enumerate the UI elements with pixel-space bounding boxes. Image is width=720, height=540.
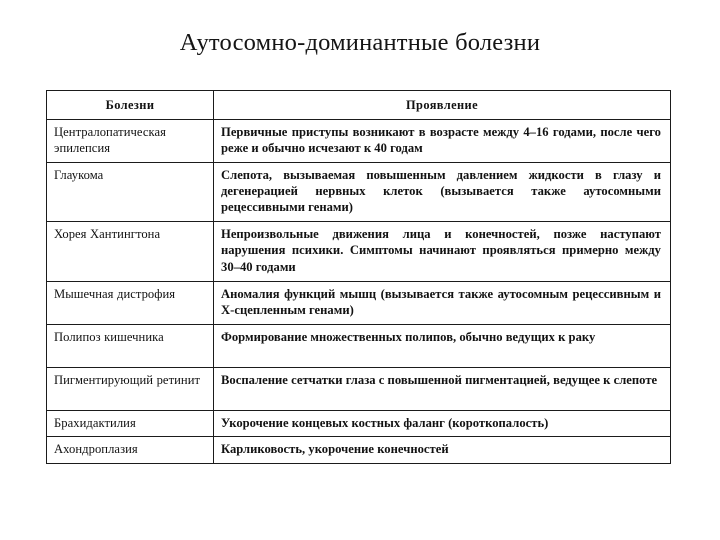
disease-table-container xyxy=(46,90,670,464)
cell-manifestation: Воспаление сетчатки глаза с повышенной пигментацией, ведущее к слепоте xyxy=(214,367,671,410)
table-row xyxy=(47,410,671,436)
table-header xyxy=(47,91,671,120)
cell-manifestation: Карликовость, укорочение конечностей xyxy=(214,437,671,463)
table-header-row xyxy=(47,91,671,120)
cell-disease-name: Централопатическая эпилепсия xyxy=(47,120,214,163)
cell-manifestation: Слепота, вызываемая повышенным давлением жидкости в глазу и дегенерацией нервных клеток (вызывается также аутосомными рецессивными генами) xyxy=(214,162,671,221)
column-header-manifestation: Проявление xyxy=(214,91,671,120)
cell-manifestation: Аномалия функций мышц (вызывается также аутосомным рецессивным и Х-сцепленным генами) xyxy=(214,281,671,324)
cell-manifestation: Укорочение концевых костных фаланг (короткопалость) xyxy=(214,410,671,436)
cell-manifestation: Первичные приступы возникают в возрасте между 4–16 годами, после чего реже и обычно исчезают к 40 годам xyxy=(214,120,671,163)
table-row xyxy=(47,162,671,221)
table-row xyxy=(47,437,671,463)
cell-disease-name: Ахондроплазия xyxy=(47,437,214,463)
disease-table xyxy=(46,90,671,464)
table-row xyxy=(47,221,671,281)
table-body xyxy=(47,120,671,464)
table-row xyxy=(47,120,671,163)
table-row xyxy=(47,367,671,410)
page-title: Аутосомно-доминантные болезни xyxy=(179,29,541,56)
cell-disease-name: Полипоз кишечника xyxy=(47,324,214,367)
cell-disease-name: Глаукома xyxy=(47,162,214,221)
cell-disease-name: Хорея Хантингтона xyxy=(47,221,214,281)
column-header-disease: Болезни xyxy=(47,91,214,120)
cell-manifestation: Формирование множественных полипов, обычно ведущих к раку xyxy=(214,324,671,367)
table-row xyxy=(47,281,671,324)
cell-disease-name: Мышечная дистрофия xyxy=(47,281,214,324)
cell-disease-name: Брахидактилия xyxy=(47,410,214,436)
table-row xyxy=(47,324,671,367)
cell-disease-name: Пигментирующий ретинит xyxy=(47,367,214,410)
cell-manifestation: Непроизвольные движения лица и конечностей, позже наступают нарушения психики. Симптомы начинают проявляться примерно между 30–40 годами xyxy=(214,221,671,281)
